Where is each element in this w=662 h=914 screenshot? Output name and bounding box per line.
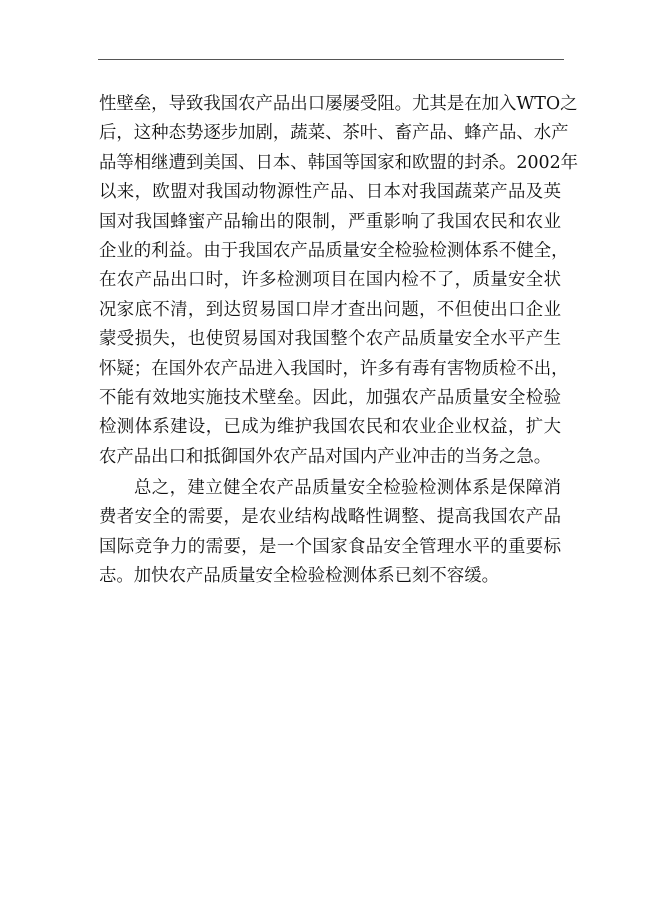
- paragraph-line: 企业的利益。由于我国农产品质量安全检验检测体系不健全，: [99, 240, 569, 261]
- paragraph-line: 怀疑；在国外农产品进入我国时，许多有毒有害物质检不出，: [99, 358, 569, 379]
- paragraph-1: [99, 90, 579, 472]
- body-text: [99, 90, 579, 592]
- header-rule: [98, 59, 564, 60]
- paragraph-line: 志。加快农产品质量安全检验检测体系已刻不容缓。: [99, 566, 499, 587]
- paragraph-line: 性壁垒，导致我国农产品出口屡屡受阻。尤其是在加入WTO之: [99, 94, 578, 114]
- paragraph-line: 检测体系建设，已成为维护我国农民和农业企业权益，扩大: [99, 417, 561, 438]
- paragraph-line: 总之，建立健全农产品质量安全检验检测体系是保障消: [134, 478, 561, 499]
- paragraph-line: 品等相继遭到美国、日本、韩国等国家和欧盟的封杀。2002年: [99, 152, 579, 173]
- paragraph-line: 国际竞争力的需要，是一个国家食品安全管理水平的重要标: [99, 536, 561, 557]
- paragraph-line: 况家底不清，到达贸易国口岸才查出问题，不但使出口企业: [99, 299, 561, 320]
- paragraph-line: 蒙受损失，也使贸易国对我国整个农产品质量安全水平产生: [99, 329, 561, 350]
- paragraph-line: 国对我国蜂蜜产品输出的限制，严重影响了我国农民和农业: [99, 211, 561, 232]
- paragraph-line: 费者安全的需要，是农业结构战略性调整、提高我国农产品: [99, 507, 561, 528]
- paragraph-line: 在农产品出口时，许多检测项目在国内检不了，质量安全状: [99, 270, 561, 291]
- paragraph-line: 后，这种态势逐步加剧，蔬菜、茶叶、畜产品、蜂产品、水产: [99, 123, 569, 144]
- paragraph-line: 以来，欧盟对我国动物源性产品、日本对我国蔬菜产品及英: [99, 182, 561, 203]
- paragraph-line: 农产品出口和抵御国外农产品对国内产业冲击的当务之急。: [99, 446, 552, 467]
- paragraph-line: 不能有效地实施技术壁垒。因此，加强农产品质量安全检验: [99, 387, 561, 408]
- paragraph-2: [99, 474, 561, 592]
